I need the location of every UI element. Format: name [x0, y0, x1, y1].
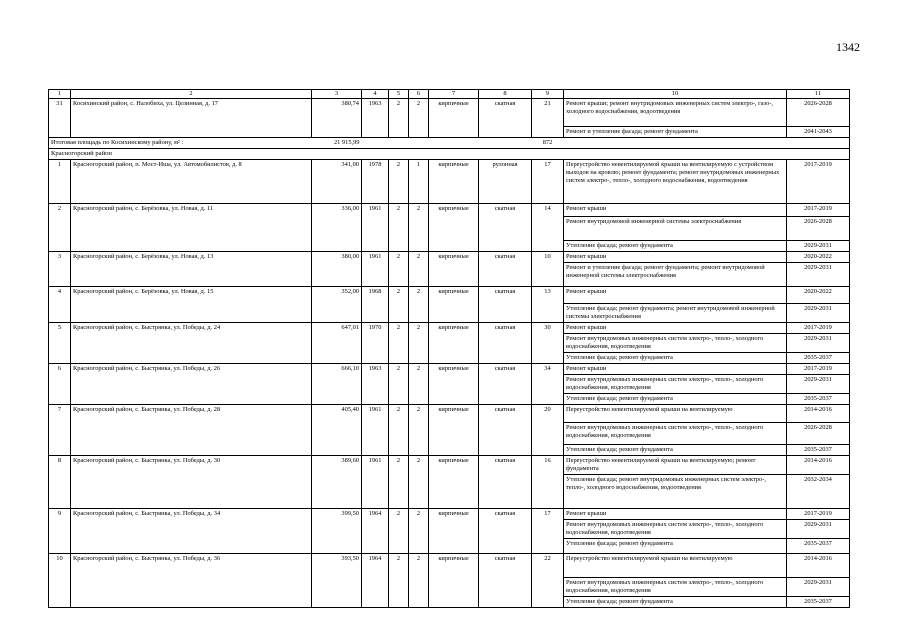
apartments-count: 17	[532, 160, 564, 204]
total-area: 393,50	[312, 554, 362, 608]
column-number: 7	[429, 90, 479, 99]
empty-cell	[564, 138, 850, 149]
repair-work: Утепление фасада; ремонт фундамента; ремонт внутридомовой инженерной системы электроснабжения	[564, 304, 787, 323]
wall-material: кирпичные	[429, 456, 479, 509]
column-number: 5	[389, 90, 409, 99]
roof-type: скатная	[479, 509, 532, 554]
construction-year: 1970	[362, 323, 389, 364]
column-number: 6	[409, 90, 429, 99]
wall-material: кирпичные	[429, 99, 479, 138]
table-row	[49, 323, 850, 334]
wall-material: кирпичные	[429, 287, 479, 323]
construction-year: 1961	[362, 405, 389, 456]
apartments-count: 20	[532, 405, 564, 456]
repair-work: Ремонт и утепление фасада; ремонт фундамента; ремонт внутридомовой инженерной системы электроснабжения	[564, 263, 787, 287]
repair-period: 2029-2031	[787, 304, 850, 323]
repair-work: Утепление фасада; ремонт фундамента	[564, 539, 787, 554]
repair-work: Ремонт крыши	[564, 252, 787, 263]
row-number: 1	[49, 160, 71, 204]
repair-work: Утепление фасада; ремонт фундамента	[564, 394, 787, 405]
table-row	[49, 160, 850, 204]
floors-count: 2	[389, 99, 409, 138]
row-number: 3	[49, 252, 71, 287]
apartments-count: 21	[532, 99, 564, 138]
repair-period: 2035-2037	[787, 353, 850, 364]
wall-material: кирпичные	[429, 554, 479, 608]
repair-work: Ремонт крыши; ремонт внутридомовых инженерных систем электро-, газо-, холодного водоснабжения, водоотведения	[564, 99, 787, 127]
repair-work: Переустройство невентилируемой крыши на вентилируемую; ремонт фундамента	[564, 456, 787, 475]
repair-period: 2035-2037	[787, 597, 850, 608]
construction-year: 1968	[362, 287, 389, 323]
house-address: Красногорский район, с. Быстрянка, ул. Победы, д. 30	[71, 456, 312, 509]
house-address: Красногорский район, п. Мост-Иша, ул. Автомобилистов, д. 8	[71, 160, 312, 204]
repair-period: 2014-2016	[787, 456, 850, 475]
construction-year: 1963	[362, 364, 389, 405]
repair-period: 2020-2022	[787, 287, 850, 304]
house-address: Красногорский район, с. Быстрянка, ул. Победы, д. 24	[71, 323, 312, 364]
house-address: Красногорский район, с. Быстрянка, ул. Победы, д. 26	[71, 364, 312, 405]
total-area: 405,40	[312, 405, 362, 456]
row-number: 4	[49, 287, 71, 323]
house-address: Красногорский район, с. Быстрянка, ул. Победы, д. 28	[71, 405, 312, 456]
floors-count: 2	[389, 160, 409, 204]
roof-type: скатная	[479, 252, 532, 287]
repair-period: 2029-2031	[787, 241, 850, 252]
roof-type: скатная	[479, 364, 532, 405]
repair-work: Ремонт внутридомовых инженерных систем электро-, тепло-, холодного водоснабжения, водоотведения	[564, 423, 787, 445]
total-area: 647,01	[312, 323, 362, 364]
repair-work: Переустройство невентилируемой крыши на вентилируемую	[564, 405, 787, 423]
repair-work: Переустройство невентилируемой крыши на вентилируемую	[564, 554, 787, 578]
roof-type: скатная	[479, 323, 532, 364]
entrances-count: 2	[409, 554, 429, 608]
wall-material: кирпичные	[429, 364, 479, 405]
repair-work: Ремонт внутридомовых инженерных систем электро-, тепло-, холодного водоснабжения, водоотведения	[564, 334, 787, 353]
roof-type: рулонная	[479, 160, 532, 204]
row-number: 9	[49, 509, 71, 554]
table-row	[49, 405, 850, 423]
repair-period: 2017-2019	[787, 204, 850, 217]
row-number: 10	[49, 554, 71, 608]
roof-type: скатная	[479, 204, 532, 252]
column-number: 1	[49, 90, 71, 99]
row-number: 8	[49, 456, 71, 509]
district-total-apartments: 872	[532, 138, 564, 149]
construction-year: 1961	[362, 456, 389, 509]
construction-year: 1961	[362, 204, 389, 252]
table-row	[49, 204, 850, 217]
floors-count: 2	[389, 554, 409, 608]
repair-program-table	[48, 89, 850, 608]
apartments-count: 16	[532, 456, 564, 509]
floors-count: 2	[389, 405, 409, 456]
wall-material: кирпичные	[429, 160, 479, 204]
district-section-title: Красногорский район	[49, 149, 850, 160]
entrances-count: 1	[409, 160, 429, 204]
page-number: 1342	[836, 40, 860, 54]
wall-material: кирпичные	[429, 252, 479, 287]
floors-count: 2	[389, 204, 409, 252]
row-number: 5	[49, 323, 71, 364]
entrances-count: 2	[409, 364, 429, 405]
apartments-count: 10	[532, 252, 564, 287]
roof-type: скатная	[479, 99, 532, 138]
repair-period: 2029-2031	[787, 375, 850, 394]
construction-year: 1963	[362, 99, 389, 138]
row-number: 31	[49, 99, 71, 138]
construction-year: 1978	[362, 160, 389, 204]
floors-count: 2	[389, 287, 409, 323]
repair-work: Утепление фасада; ремонт фундамента	[564, 353, 787, 364]
repair-work: Ремонт крыши	[564, 323, 787, 334]
district-section-row	[49, 149, 850, 160]
table-row	[49, 456, 850, 475]
row-number: 6	[49, 364, 71, 405]
wall-material: кирпичные	[429, 204, 479, 252]
house-address: Красногорский район, с. Берёзовка, ул. Новая, д. 13	[71, 252, 312, 287]
house-address: Косихинский район, с. Налобиха, ул. Целинная, д. 17	[71, 99, 312, 138]
table-row	[49, 252, 850, 263]
total-area: 336,00	[312, 204, 362, 252]
repair-work: Ремонт внутридомовых инженерных систем электро-, тепло-, холодного водоснабжения, водоотведения	[564, 578, 787, 597]
repair-work: Ремонт крыши	[564, 364, 787, 375]
entrances-count: 2	[409, 99, 429, 138]
house-address: Красногорский район, с. Берёзовка, ул. Новая, д. 11	[71, 204, 312, 252]
apartments-count: 22	[532, 554, 564, 608]
repair-work: Утепление фасада; ремонт внутридомовых инженерных систем электро-, тепло-, холодного водоснабжения, водоотведения	[564, 475, 787, 509]
entrances-count: 2	[409, 252, 429, 287]
district-total-row	[49, 138, 850, 149]
table-row	[49, 554, 850, 578]
empty-cell	[362, 138, 532, 149]
house-address: Красногорский район, с. Быстрянка, ул. Победы, д. 36	[71, 554, 312, 608]
repair-period: 2029-2031	[787, 334, 850, 353]
column-number: 4	[362, 90, 389, 99]
row-number: 2	[49, 204, 71, 252]
table-body	[49, 90, 850, 608]
apartments-count: 14	[532, 204, 564, 252]
floors-count: 2	[389, 323, 409, 364]
total-area: 341,00	[312, 160, 362, 204]
total-area: 352,00	[312, 287, 362, 323]
entrances-count: 2	[409, 204, 429, 252]
repair-period: 2041-2043	[787, 127, 850, 138]
house-address: Красногорский район, с. Берёзовка, ул. Новая, д. 15	[71, 287, 312, 323]
column-number: 11	[787, 90, 850, 99]
repair-work: Утепление фасада; ремонт фундамента	[564, 241, 787, 252]
construction-year: 1961	[362, 252, 389, 287]
apartments-count: 34	[532, 364, 564, 405]
repair-period: 2035-2037	[787, 539, 850, 554]
apartments-count: 13	[532, 287, 564, 323]
repair-period: 2029-2031	[787, 263, 850, 287]
repair-period: 2026-2028	[787, 423, 850, 445]
total-area: 389,60	[312, 456, 362, 509]
repair-period: 2014-2016	[787, 405, 850, 423]
column-number: 9	[532, 90, 564, 99]
wall-material: кирпичные	[429, 509, 479, 554]
repair-period: 2017-2019	[787, 364, 850, 375]
repair-period: 2014-2016	[787, 554, 850, 578]
floors-count: 2	[389, 456, 409, 509]
column-number: 8	[479, 90, 532, 99]
repair-period: 2032-2034	[787, 475, 850, 509]
wall-material: кирпичные	[429, 405, 479, 456]
district-total-area: 21 915,99	[312, 138, 362, 149]
table-row	[49, 99, 850, 127]
repair-work: Переустройство невентилируемой крыши на вентилируемую с устройством выходов на кровлю; ремонт фундамента; ремонт внутридомовых инженерных систем электро-, тепло-, холодного водоснабжения, водоотведения	[564, 160, 787, 204]
roof-type: скатная	[479, 554, 532, 608]
floors-count: 2	[389, 252, 409, 287]
column-number-header-row	[49, 90, 850, 99]
column-number: 3	[312, 90, 362, 99]
repair-work: Ремонт крыши	[564, 204, 787, 217]
entrances-count: 2	[409, 323, 429, 364]
repair-work: Ремонт и утепление фасада; ремонт фундамента	[564, 127, 787, 138]
wall-material: кирпичные	[429, 323, 479, 364]
entrances-count: 2	[409, 405, 429, 456]
repair-period: 2035-2037	[787, 445, 850, 456]
total-area: 666,10	[312, 364, 362, 405]
repair-period: 2026-2028	[787, 217, 850, 241]
table-row	[49, 509, 850, 520]
total-area: 380,00	[312, 252, 362, 287]
apartments-count: 17	[532, 509, 564, 554]
table-row	[49, 364, 850, 375]
repair-period: 2017-2019	[787, 509, 850, 520]
total-area: 399,50	[312, 509, 362, 554]
floors-count: 2	[389, 509, 409, 554]
repair-work: Ремонт внутридомовой инженерной системы электроснабжения	[564, 217, 787, 241]
repair-period: 2026-2028	[787, 99, 850, 127]
column-number: 2	[71, 90, 312, 99]
row-number: 7	[49, 405, 71, 456]
repair-work: Ремонт крыши	[564, 287, 787, 304]
repair-program-table-container	[48, 89, 849, 608]
floors-count: 2	[389, 364, 409, 405]
repair-period: 2017-2019	[787, 160, 850, 204]
repair-work: Утепление фасада; ремонт фундамента	[564, 445, 787, 456]
repair-work: Ремонт внутридомовых инженерных систем электро-, тепло-, холодного водоснабжения, водоотведения	[564, 375, 787, 394]
apartments-count: 30	[532, 323, 564, 364]
entrances-count: 2	[409, 509, 429, 554]
roof-type: скатная	[479, 287, 532, 323]
house-address: Красногорский район, с. Быстрянка, ул. Победы, д. 34	[71, 509, 312, 554]
repair-period: 2020-2022	[787, 252, 850, 263]
total-area: 380,74	[312, 99, 362, 138]
repair-work: Ремонт внутридомовых инженерных систем электро-, тепло-, холодного водоснабжения, водоотведения	[564, 520, 787, 539]
repair-work: Утепление фасада; ремонт фундамента	[564, 597, 787, 608]
roof-type: скатная	[479, 405, 532, 456]
district-total-label: Итоговая площадь по Косихинскому району, м² :	[49, 138, 312, 149]
repair-period: 2029-2031	[787, 520, 850, 539]
repair-work: Ремонт крыши	[564, 509, 787, 520]
repair-period: 2035-2037	[787, 394, 850, 405]
construction-year: 1964	[362, 554, 389, 608]
repair-period: 2029-2031	[787, 578, 850, 597]
column-number: 10	[564, 90, 787, 99]
construction-year: 1964	[362, 509, 389, 554]
table-row	[49, 287, 850, 304]
entrances-count: 2	[409, 456, 429, 509]
roof-type: скатная	[479, 456, 532, 509]
entrances-count: 2	[409, 287, 429, 323]
repair-period: 2017-2019	[787, 323, 850, 334]
